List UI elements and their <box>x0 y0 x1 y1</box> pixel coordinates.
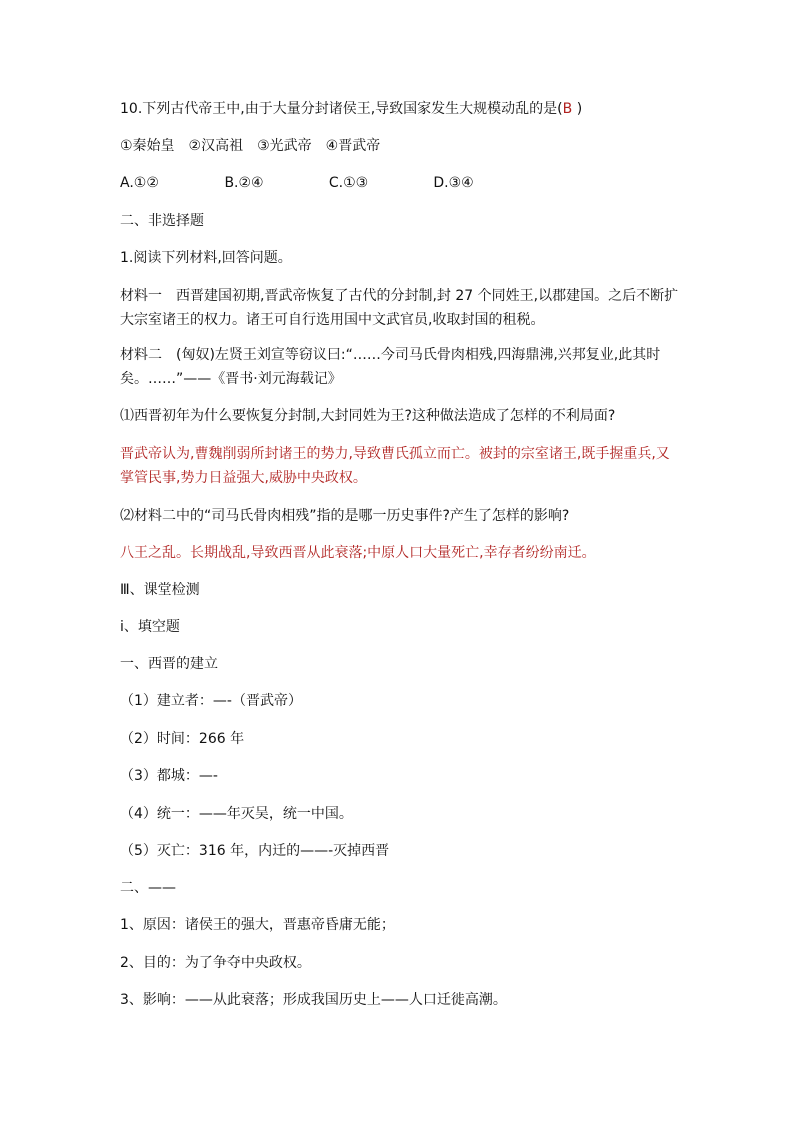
part-1-item: （2）时间：266 年 <box>120 731 245 747</box>
option-b: B.②④ <box>224 175 264 191</box>
question-10-stem: 10.下列古代帝王中,由于大量分封诸侯王,导致国家发生大规模动乱的是(B ) <box>120 101 583 117</box>
part-2-item: 3、影响：——从此衰落；形成我国历史上——人口迁徙高潮。 <box>120 992 507 1008</box>
sub-question-1: ⑴西晋初年为什么要恢复分封制,大封同姓为王?这种做法造成了怎样的不利局面? <box>120 408 616 424</box>
part-1-item: （1）建立者：—-（晋武帝） <box>120 693 302 709</box>
question-1-title: 1.阅读下列材料,回答问题。 <box>120 250 292 266</box>
question-10-options <box>120 174 680 192</box>
sub-answer-2: 八王之乱。长期战乱,导致西晋从此衰落;中原人口大量死亡,幸存者纷纷南迁。 <box>120 545 596 561</box>
section-3-title: Ⅲ、课堂检测 <box>120 582 200 598</box>
sub-answer-1: 晋武帝认为,曹魏削弱所封诸王的势力,导致曹氏孤立而亡。被封的宗室诸王,既手握重兵,又掌管民事,势力日益强大,威胁中央政权。 <box>120 446 670 486</box>
option-d: D.③④ <box>433 175 474 191</box>
part-1-item: （5）灭亡：316 年，内迁的——-灭掉西晋 <box>120 843 390 859</box>
part-2-item: 1、原因：诸侯王的强大，晋惠帝昏庸无能； <box>120 917 395 933</box>
option-c: C.①③ <box>328 175 369 191</box>
option-a: A.①② <box>120 175 159 191</box>
material-2: 材料二 (匈奴)左贤王刘宣等窃议曰:“……今司马氏骨肉相残,四海鼎沸,兴邦复业,此其时矣。……”——《晋书·刘元海载记》 <box>120 347 661 387</box>
part-1-item: （4）统一：——年灭吴，统一中国。 <box>120 806 353 822</box>
question-10-answer: B <box>562 101 573 117</box>
part-2-item: 2、目的：为了争夺中央政权。 <box>120 955 311 971</box>
sub-question-2: ⑵材料二中的“司马氏骨肉相残”指的是哪一历史事件?产生了怎样的影响? <box>120 508 570 524</box>
material-1: 材料一 西晋建国初期,晋武帝恢复了古代的分封制,封 27 个同姓王,以郡建国。之后不断扩大宗室诸王的权力。诸王可自行选用国中文武官员,收取封国的租税。 <box>120 288 679 328</box>
section-2-title: 二、非选择题 <box>120 213 204 229</box>
part-1-title: 一、西晋的建立 <box>120 656 218 672</box>
part-1-item: （3）都城：—- <box>120 768 218 784</box>
part-2-title: 二、—— <box>120 880 176 896</box>
fill-blank-title: ⅰ、填空题 <box>120 619 180 635</box>
question-10-items: ①秦始皇 ②汉高祖 ③光武帝 ④晋武帝 <box>120 138 381 154</box>
